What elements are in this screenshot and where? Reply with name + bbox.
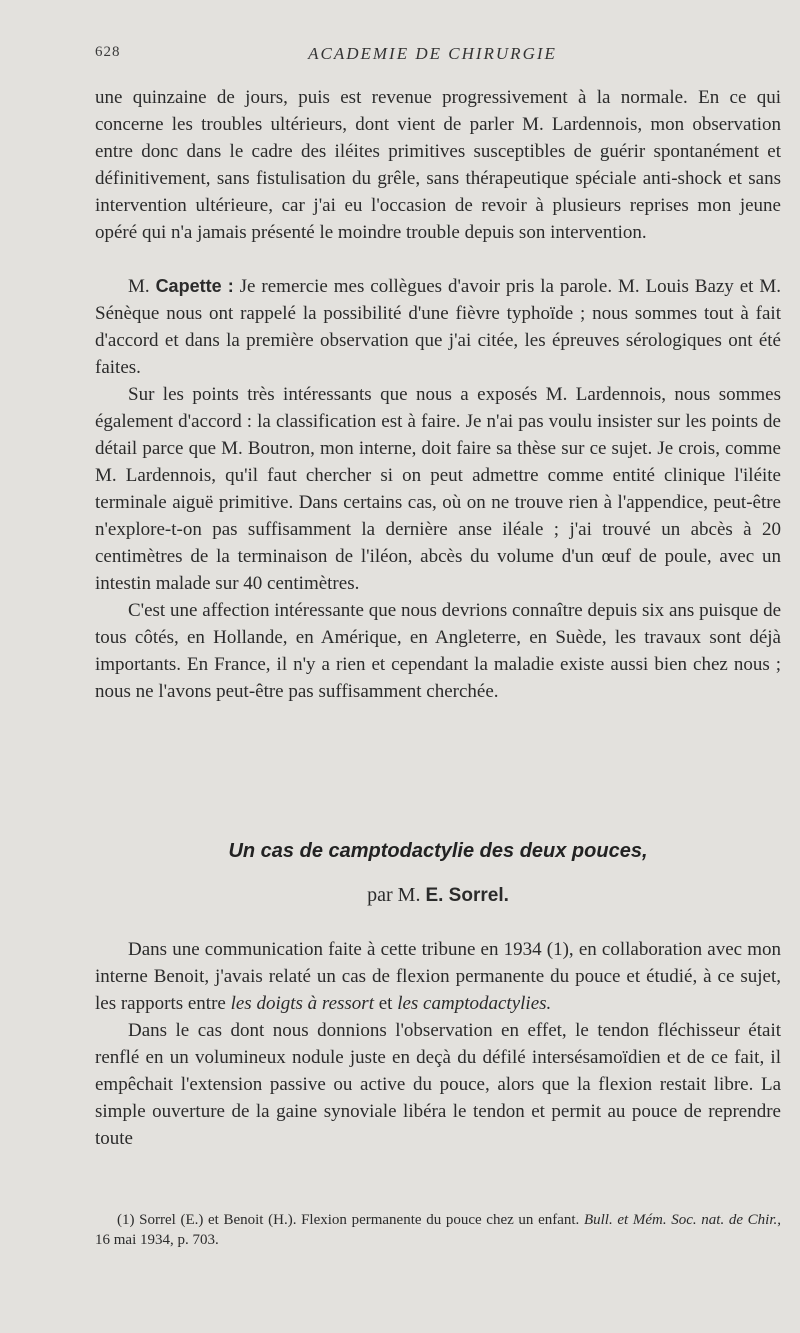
article-body xyxy=(95,936,781,1152)
footnote-text xyxy=(95,1210,781,1250)
article-paragraph-1 xyxy=(95,936,781,1017)
article-author: E. Sorrel. xyxy=(425,885,509,906)
paragraph-continuation: une quinzaine de jours, puis est revenue progressivement à la normale. En ce qui concerne les troubles ultérieurs, dont vient de parler M. Lardennois, mon observation entre donc dans le cadre des iléites primitives susceptibles de guérir spontanément et définitivement, sans fistulisation du grêle, sans thérapeutique spéciale anti-shock et sans intervention ultérieure, car j'ai eu l'occasion de revoir à plusieurs reprises mon jeune opéré qui n'a jamais présenté le moindre trouble depuis son intervention. xyxy=(95,87,781,243)
footnote-text-a: (1) Sorrel (E.) et Benoit (H.). Flexion permanente du pouce chez un enfant. xyxy=(117,1212,584,1228)
running-head: ACADEMIE DE CHIRURGIE xyxy=(308,44,557,63)
article-byline xyxy=(95,884,781,907)
paragraph-affection: C'est une affection intéressante que nous devrions connaître depuis six ans puisque de tous côtés, en Hollande, en Amérique, en Angleterre, en Suède, les travaux sont déjà importants. En France, il n'y a rien et cependant la maladie existe aussi bien chez nous ; nous ne l'avons peut-être pas suffisamment cherchée. xyxy=(95,600,781,702)
speaker-prefix: M. xyxy=(128,276,156,297)
article-paragraph-2: Dans le cas dont nous donnions l'observation en effet, le tendon fléchisseur était renflé en un volumineux nodule juste en deçà du défilé intersésamoïdien et de ce fait, il empêchait l'extension passive ou active du pouce, alors que la flexion restait libre. La simple ouverture de la gaine synoviale libéra le tendon et permit au pouce de reprendre toute xyxy=(95,1020,781,1149)
page-header xyxy=(95,44,770,68)
footnote-text-b: , 16 mai 1934, p. 703. xyxy=(95,1212,782,1248)
speaker-name: Capette : xyxy=(155,276,234,296)
footnote xyxy=(95,1210,781,1250)
article-paragraph-1-text-a: Dans une communication faite à cette tribune en 1934 (1), en collaboration avec mon interne Benoit, j'avais relaté un cas de flexion permanente du pouce et étudié, à ce sujet, les rapports entre xyxy=(95,939,781,1014)
article-paragraph-1-italic-1: les doigts à ressort xyxy=(230,993,374,1014)
page-number: 628 xyxy=(95,44,121,60)
article-paragraph-1-text-b: et xyxy=(373,993,398,1014)
footnote-journal: Bull. et Mém. Soc. nat. de Chir. xyxy=(583,1212,778,1228)
discussion-section xyxy=(95,84,781,705)
paragraph-lardennois: Sur les points très intéressants que nous a exposés M. Lardennois, nous sommes également d'accord : la classification est à faire. Je n'ai pas voulu insister sur les points de détail parce que M. Boutron, mon interne, doit faire sa thèse sur ce sujet. Je crois, comme M. Lardennois, qu'il faut chercher si on peut admettre comme entité clinique l'iléite terminale aiguë primitive. Dans certains cas, où on ne trouve rien à l'appendice, peut-être n'explore-t-on pas suffisamment la dernière anse iléale ; j'ai trouvé un abcès à 20 centimètres de la terminaison de l'iléon, abcès du volume d'un œuf de poule, avec un intestin malade sur 40 centimètres. xyxy=(95,384,781,594)
article-title: Un cas de camptodactylie des deux pouces, xyxy=(228,840,648,862)
byline-prefix: par M. xyxy=(367,884,426,906)
paragraph-capette xyxy=(95,273,781,381)
paragraph-capette-text: Je remercie mes collègues d'avoir pris la parole. M. Louis Bazy et M. Sénèque nous ont rappelé la possibilité d'une fièvre typhoïde ; nous sommes tout à fait d'accord et dans la première observation que j'ai citée, les épreuves sérologiques ont été faites. xyxy=(95,276,781,378)
article-paragraph-1-italic-2: les camptodactylies. xyxy=(397,993,552,1014)
